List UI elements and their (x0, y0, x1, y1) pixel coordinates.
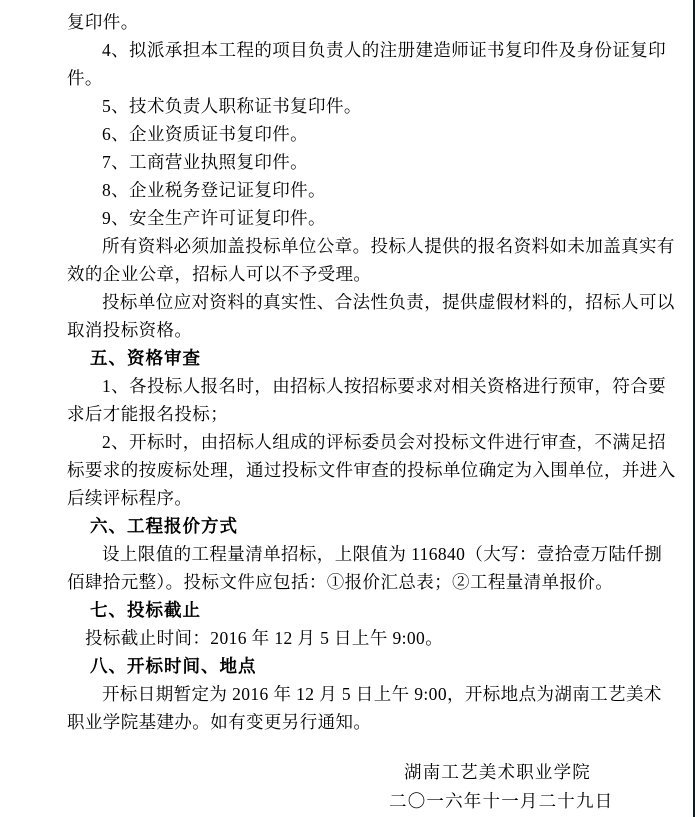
section-heading: 五、资格审查 (90, 348, 201, 368)
document-line: 职业学院基建办。如有变更另行通知。 (67, 712, 372, 732)
document-line: 取消投标资格。 (67, 320, 193, 340)
document-line: 佰肆拾元整）。投标文件应包括：①报价汇总表；②工程量清单报价。 (67, 572, 614, 592)
document-line: 后续评标程序。 (67, 488, 193, 508)
document-line: 8、企业税务登记证复印件。 (102, 180, 326, 200)
signature-block (0, 758, 695, 816)
document-line: 5、技术负责人职称证书复印件。 (102, 96, 362, 116)
section-heading: 七、投标截止 (90, 600, 201, 620)
document-line: 所有资料必须加盖投标单位公章。投标人提供的报名资料如未加盖真实有 (102, 236, 675, 256)
document-text-body (67, 8, 676, 736)
section-heading: 八、开标时间、地点 (90, 656, 257, 676)
section-heading: 六、工程报价方式 (90, 516, 238, 536)
document-line: 1、各投标人报名时，由招标人按招标要求对相关资格进行预审，符合要 (102, 376, 667, 396)
document-line: 2、开标时，由招标人组成的评标委员会对投标文件进行审查，不满足招 (102, 432, 667, 452)
document-line: 6、企业资质证书复印件。 (102, 124, 309, 144)
document-line: 投标截止时间：2016 年 12 月 5 日上午 9:00。 (85, 628, 444, 648)
document-line: 复印件。 (67, 12, 139, 32)
document-line: 效的企业公章，招标人可以不予受理。 (67, 264, 372, 284)
document-line: 4、拟派承担本工程的项目负责人的注册建造师证书复印件及身份证复印 (102, 40, 667, 60)
document-line: 开标日期暂定为 2016 年 12 月 5 日上午 9:00，开标地点为湖南工艺美术 (102, 684, 662, 704)
signature-organization: 湖南工艺美术职业学院 (404, 762, 591, 782)
document-line: 设上限值的工程量清单招标，上限值为 116840（大写：壹拾壹万陆仟捌 (102, 544, 663, 564)
document-line: 投标单位应对资料的真实性、合法性负责，提供虚假材料的，招标人可以 (102, 292, 675, 312)
document-line: 求后才能报名投标； (67, 404, 229, 424)
document-line: 9、安全生产许可证复印件。 (102, 208, 326, 228)
document-line: 7、工商营业执照复印件。 (102, 152, 309, 172)
document-line: 件。 (67, 68, 103, 88)
document-line: 标要求的按废标处理，通过投标文件审查的投标单位确定为入围单位，并进入 (67, 460, 676, 480)
signature-date: 二〇一六年十一月二十九日 (389, 791, 614, 811)
